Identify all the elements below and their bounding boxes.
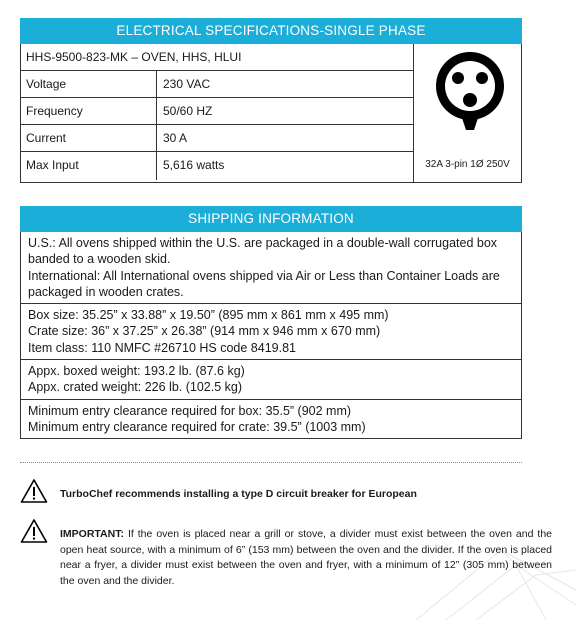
row-value: 50/60 HZ (163, 104, 213, 118)
row-label: Max Input (21, 152, 157, 180)
electrical-rows (21, 44, 414, 182)
plug-caption: 32A 3-pin 1Ø 250V (425, 159, 510, 170)
shipping-line: Minimum entry clearance required for crate: 39.5” (1003 mm) (28, 419, 366, 434)
important-label: IMPORTANT: (60, 528, 124, 540)
row-label: Current (21, 125, 157, 151)
row-value: 230 VAC (163, 77, 211, 91)
shipping-body (20, 232, 522, 439)
shipping-line: Minimum entry clearance required for box: 35.5” (902 mm) (28, 403, 352, 418)
electrical-body (20, 44, 522, 183)
shipping-header: SHIPPING INFORMATION (20, 206, 522, 232)
plug-cell (414, 44, 521, 182)
divider (20, 462, 522, 463)
model-row: HHS-9500-823-MK – OVEN, HHS, HLUI (21, 44, 413, 71)
current-row (21, 125, 413, 152)
row-label: Frequency (21, 98, 157, 124)
shipping-dimensions-block (21, 303, 521, 359)
shipping-line: Crate size: 36” x 37.25” x 26.38” (914 mm x 946 mm x 670 mm) (28, 324, 381, 339)
shipping-line: Appx. boxed weight: 193.2 lb. (87.6 kg) (28, 364, 245, 379)
important-note (60, 527, 552, 589)
electrical-header: ELECTRICAL SPECIFICATIONS-SINGLE PHASE (20, 18, 522, 44)
circuit-breaker-note: TurboChef recommends installing a type D circuit breaker for European (60, 488, 417, 500)
electrical-specifications-table (20, 18, 522, 183)
warning-triangle-icon (20, 518, 48, 544)
warning-triangle-icon (20, 478, 48, 504)
frequency-row (21, 98, 413, 125)
shipping-line: Item class: 110 NMFC #26710 HS code 8419.81 (28, 340, 296, 355)
3-pin-plug-icon (434, 48, 506, 132)
shipping-line: U.S.: All ovens shipped within the U.S. are packaged in a double-wall corrugated box banded to a wooden skid. (28, 236, 498, 267)
voltage-row (21, 71, 413, 98)
shipping-information-table (20, 206, 522, 439)
shipping-packaging-block (21, 232, 521, 303)
shipping-line: Box size: 35.25” x 33.88” x 19.50” (895 mm x 861 mm x 495 mm) (28, 308, 389, 323)
shipping-line: Appx. crated weight: 226 lb. (102.5 kg) (28, 380, 243, 395)
row-value: 5,616 watts (163, 158, 225, 172)
important-text: If the oven is placed near a grill or stove, a divider must exist between the oven and the open heat source, with a minimum of 6” (153 mm) between the oven and the divider. If the oven is placed near a fryer, a divider must exist between the oven and fryer, with a minimum of 12” (305 mm) between the oven and the divider. (60, 528, 552, 587)
max-input-row (21, 152, 413, 180)
shipping-line: International: All International ovens shipped via Air or Less than Container Loads are packaged in wooden crates. (28, 268, 500, 299)
row-label: Voltage (21, 71, 157, 97)
shipping-clearance-block (21, 399, 521, 439)
shipping-weight-block (21, 359, 521, 399)
row-value: 30 A (163, 131, 188, 145)
